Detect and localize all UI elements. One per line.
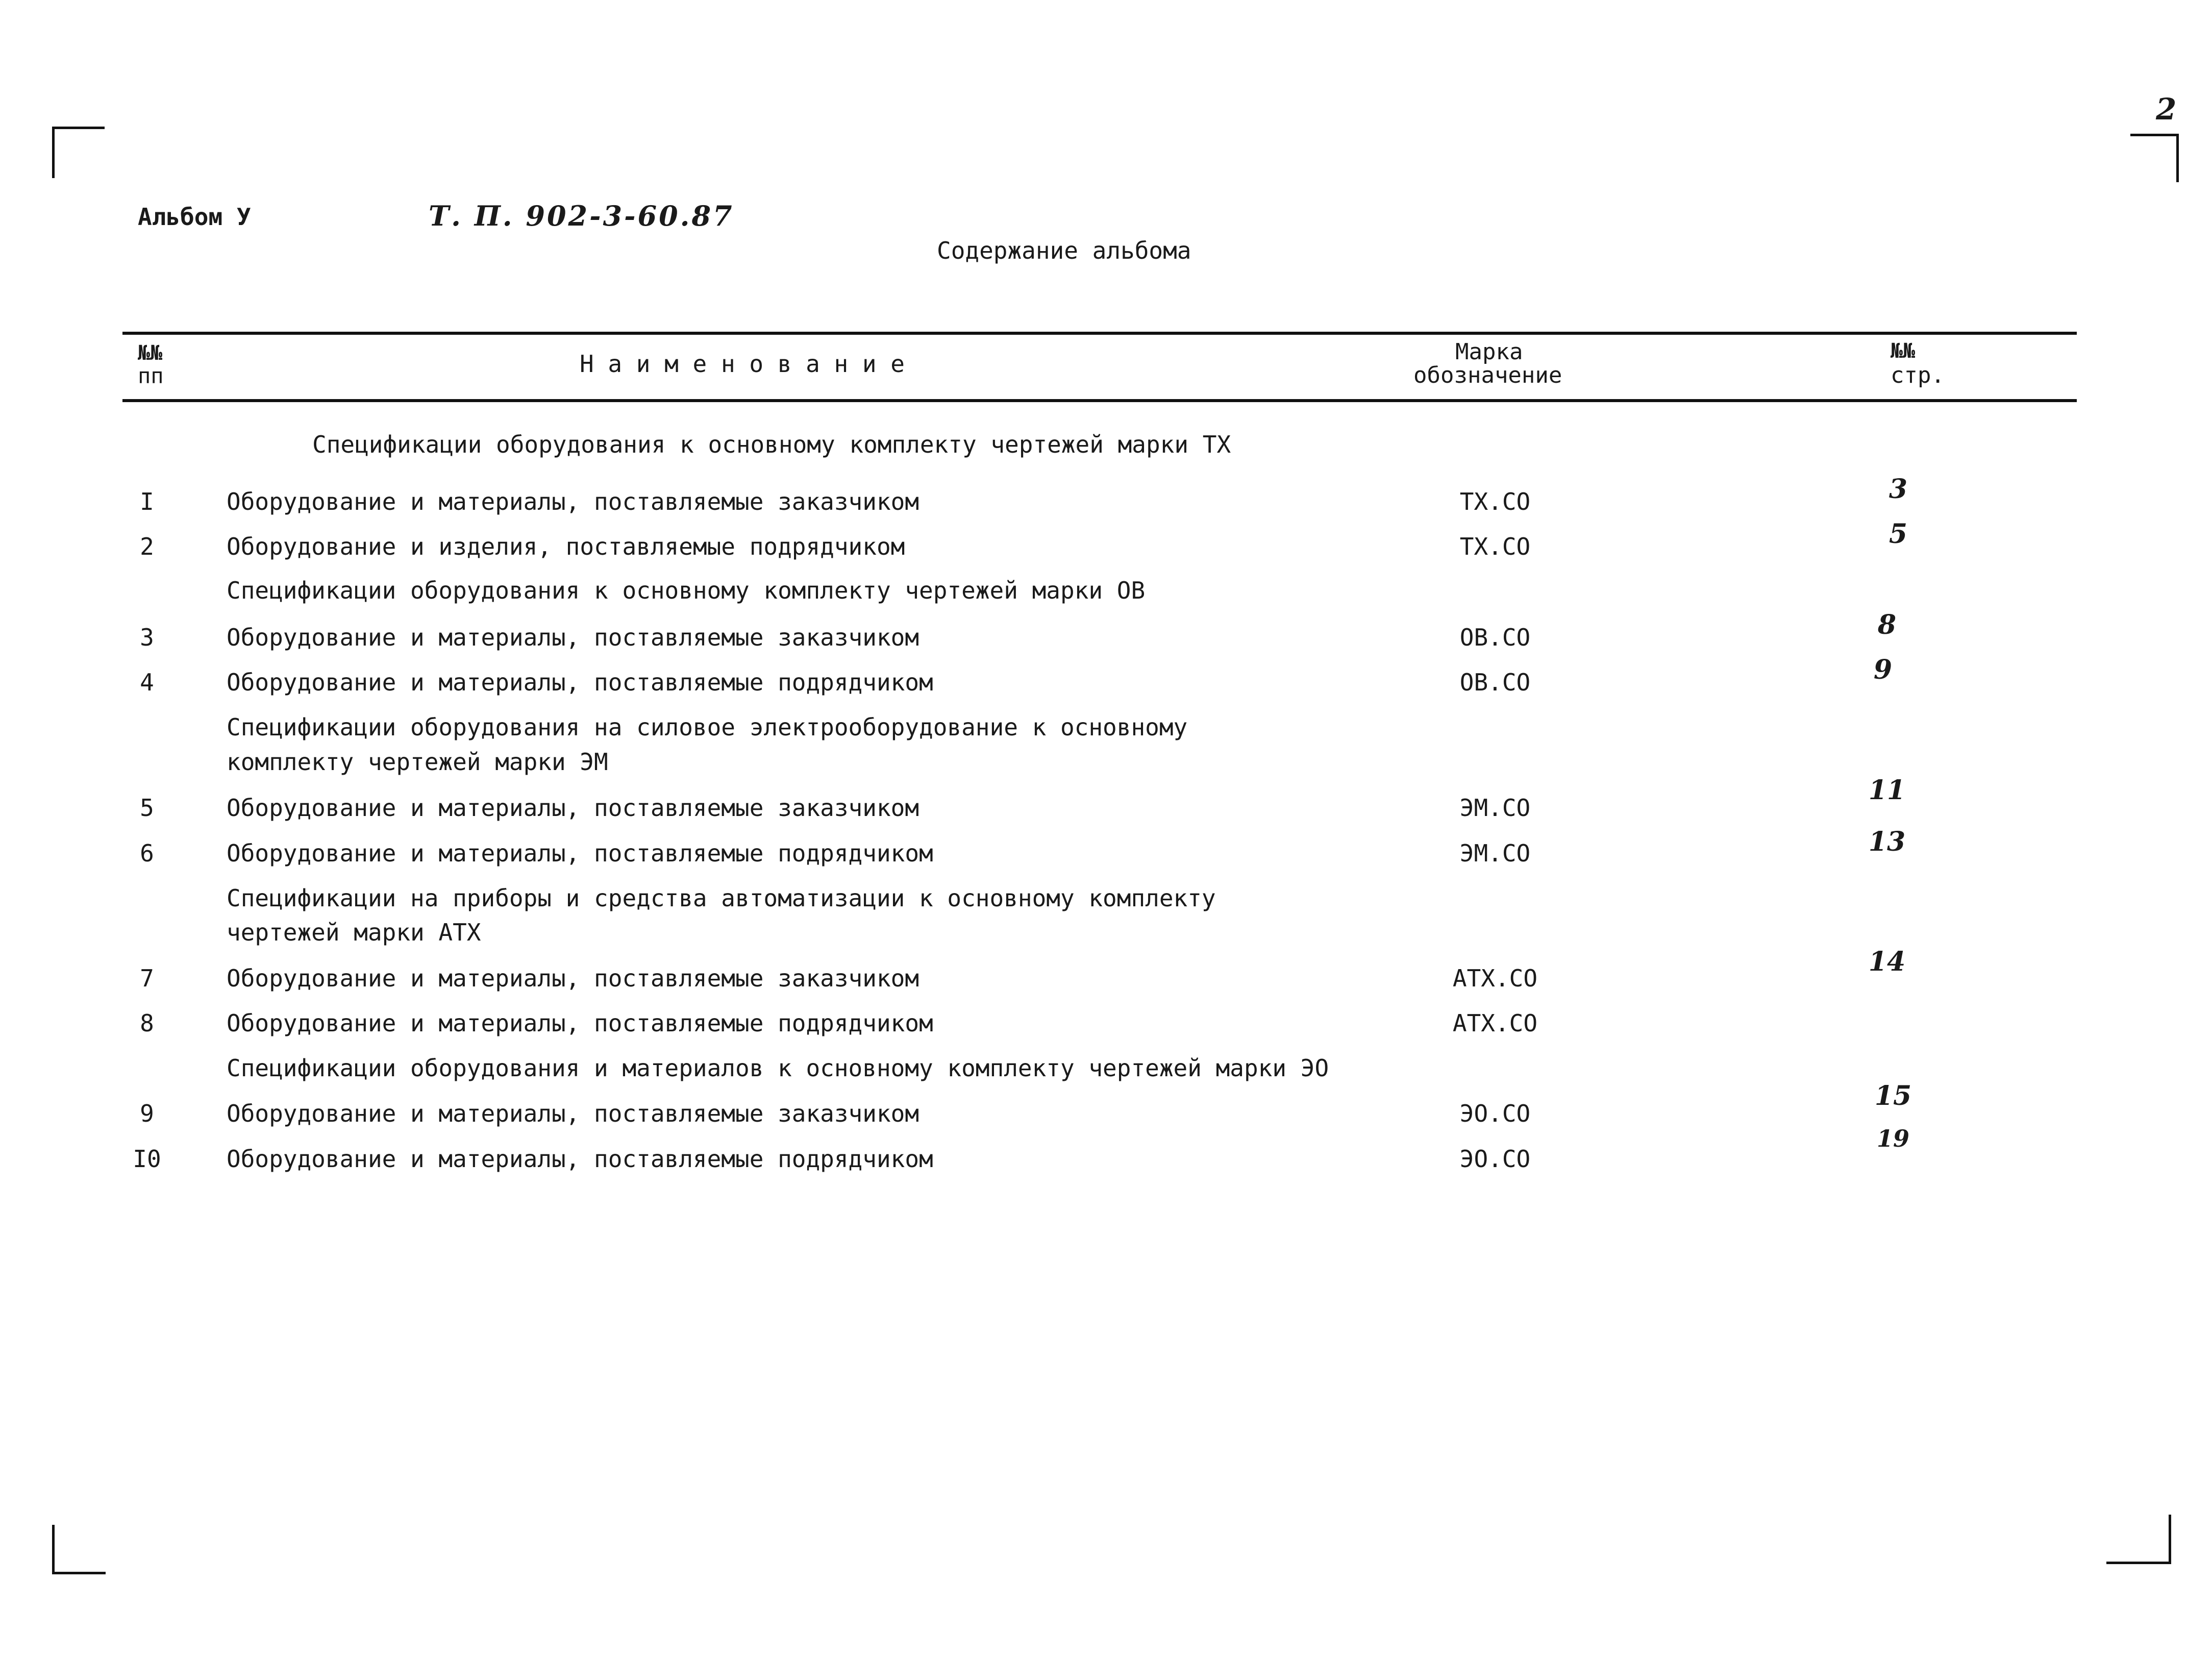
row-number: 5 bbox=[140, 794, 154, 822]
table-row bbox=[0, 946, 2212, 995]
row-name: Оборудование и материалы, поставляемые подрядчиком bbox=[227, 1145, 933, 1173]
row-number: 2 bbox=[140, 533, 154, 560]
row-name: Оборудование и материалы, поставляемые подрядчиком bbox=[227, 669, 933, 696]
row-mark: ОВ.СО bbox=[1459, 669, 1531, 696]
row-page: 15 bbox=[1874, 1080, 1912, 1111]
row-mark: ТХ.СО bbox=[1459, 533, 1531, 560]
corner-mark-top-right bbox=[2130, 134, 2179, 182]
section-heading-atx-line2: чертежей марки АТХ bbox=[227, 919, 481, 946]
row-number: 4 bbox=[140, 669, 154, 696]
table-row bbox=[0, 474, 2212, 518]
section-heading-eo: Спецификации оборудования и материалов к основному комплекту чертежей марки ЭО bbox=[227, 1054, 1329, 1082]
row-mark: ЭО.СО bbox=[1459, 1100, 1531, 1127]
row-mark: ЭМ.СО bbox=[1459, 794, 1531, 822]
section-heading-atx-line1: Спецификации на приборы и средства автоматизации к основному комплекту bbox=[227, 884, 1216, 912]
row-name: Оборудование и материалы, поставляемые заказчиком bbox=[227, 1100, 919, 1127]
table-row bbox=[0, 1009, 2212, 1040]
row-number: 8 bbox=[140, 1009, 154, 1037]
corner-mark-bottom-left bbox=[52, 1525, 106, 1574]
row-name: Оборудование и материалы, поставляемые подрядчиком bbox=[227, 839, 933, 867]
project-code: Т. П. 902-3-60.87 bbox=[429, 200, 734, 232]
header-mark-line2: обозначение bbox=[1413, 362, 1562, 388]
row-number: I bbox=[140, 488, 154, 515]
row-number: 6 bbox=[140, 839, 154, 867]
table-row bbox=[0, 654, 2212, 699]
header-num-line1: №№ bbox=[138, 341, 163, 365]
table-top-rule bbox=[122, 332, 2077, 335]
page-title: Содержание альбома bbox=[937, 237, 1191, 264]
section-heading-ov: Спецификации оборудования к основному комплекту чертежей марки ОВ bbox=[227, 577, 1146, 604]
row-page: 13 bbox=[1868, 826, 1906, 857]
row-number: 3 bbox=[140, 624, 154, 651]
table-row bbox=[0, 826, 2212, 870]
row-name: Оборудование и материалы, поставляемые заказчиком bbox=[227, 794, 919, 822]
row-mark: ОВ.СО bbox=[1459, 624, 1531, 651]
section-heading-tx: Спецификации оборудования к основному комплекту чертежей марки ТХ bbox=[312, 431, 1231, 458]
row-page: 14 bbox=[1868, 946, 1906, 977]
row-page: 11 bbox=[1868, 775, 1906, 806]
row-name: Оборудование и материалы, поставляемые заказчиком bbox=[227, 624, 919, 651]
album-label: Альбом У bbox=[138, 203, 251, 231]
row-page: 3 bbox=[1888, 474, 1908, 505]
corner-mark-top-left bbox=[52, 127, 105, 178]
row-mark: АТХ.СО bbox=[1452, 1009, 1538, 1037]
header-page-line1: №№ bbox=[1891, 339, 1916, 363]
row-mark: ЭО.СО bbox=[1459, 1145, 1531, 1173]
row-name: Оборудование и материалы, поставляемые заказчиком bbox=[227, 964, 919, 992]
row-mark: АТХ.СО bbox=[1452, 964, 1538, 992]
page-number: 2 bbox=[2156, 92, 2177, 127]
table-row bbox=[0, 775, 2212, 825]
row-number: 9 bbox=[140, 1100, 154, 1127]
row-name: Оборудование и материалы, поставляемые заказчиком bbox=[227, 488, 919, 515]
row-page: 8 bbox=[1877, 609, 1897, 640]
row-name: Оборудование и материалы, поставляемые подрядчиком bbox=[227, 1009, 933, 1037]
table-header-bottom-rule bbox=[122, 399, 2077, 402]
row-number: I0 bbox=[133, 1145, 161, 1173]
row-mark: ТХ.СО bbox=[1459, 488, 1531, 515]
table-row bbox=[0, 1125, 2212, 1176]
row-number: 7 bbox=[140, 964, 154, 992]
row-page: 9 bbox=[1873, 654, 1893, 685]
header-num-line2: пп bbox=[138, 363, 164, 388]
table-row bbox=[0, 518, 2212, 563]
header-page-line2: стр. bbox=[1891, 362, 1945, 388]
section-heading-em-line2: комплекту чертежей марки ЭМ bbox=[227, 748, 608, 776]
row-mark: ЭМ.СО bbox=[1459, 839, 1531, 867]
row-name: Оборудование и изделия, поставляемые подрядчиком bbox=[227, 533, 905, 560]
header-name: Н а и м е н о в а н и е bbox=[580, 350, 905, 378]
header-mark-line1: Марка bbox=[1455, 339, 1523, 365]
row-page: 19 bbox=[1876, 1125, 1909, 1152]
row-page: 5 bbox=[1888, 518, 1908, 550]
section-heading-em-line1: Спецификации оборудования на силовое электрооборудование к основному bbox=[227, 713, 1188, 741]
corner-mark-bottom-right bbox=[2106, 1515, 2171, 1564]
table-row bbox=[0, 609, 2212, 654]
